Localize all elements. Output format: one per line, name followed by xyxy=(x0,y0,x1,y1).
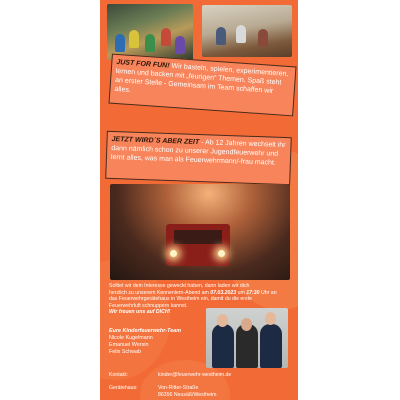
info-box-fun xyxy=(108,54,296,117)
info-box-heading: JETZT WIRD´S ABER ZEIT xyxy=(111,135,200,147)
photo-figure xyxy=(115,34,125,52)
info-box-text: - Ab 12 Jahren wechselt ihr dann nämlich schon zu unserer Jugendfeuerwehr und lernt alles, was man als Feuerwehrmann/-frau macht. xyxy=(110,139,286,167)
invitation-time: 17:30 xyxy=(246,289,260,296)
photo-kids-activity xyxy=(107,4,193,60)
photo-person xyxy=(260,324,282,368)
invitation-closing: Wir freuen uns auf DICH! xyxy=(109,309,171,316)
team-member: Felix Schwab xyxy=(109,349,142,355)
contact-label: Kontakt: xyxy=(109,372,129,378)
photo-figure xyxy=(236,25,246,43)
photo-figure xyxy=(145,34,155,52)
headlight xyxy=(218,250,225,257)
invitation-line: herzlich zu unserem Kennenlern-Abend am 07.03.2023 um 17:30 Uhr an xyxy=(109,289,277,296)
invitation-line: Feuerwehrluft schnuppern kannst. xyxy=(109,302,188,309)
headlight xyxy=(170,250,177,257)
photo-figure xyxy=(216,27,226,45)
photo-figure xyxy=(258,29,268,47)
team-member: Emanuel Wersin xyxy=(109,342,149,348)
photo-figure xyxy=(161,28,171,46)
invitation-line: das Feuerwehrgerätehaus in Westheim ein, damit du die erste xyxy=(109,296,252,303)
contact-email[interactable]: kinder@feuerwehr-westheim.de xyxy=(158,372,232,378)
info-box-time xyxy=(105,131,292,185)
invitation-line: Solltet wir dein Interesse geweckt haben, dann laden wir dich xyxy=(109,283,250,289)
photo-person-head xyxy=(217,314,228,327)
team-member: Nicole Kugelmann xyxy=(109,335,153,341)
photo-fire-truck xyxy=(110,184,290,280)
flyer xyxy=(100,0,298,400)
photo-kids-table xyxy=(202,5,292,57)
info-box-text: Wir basteln, spielen, experimentieren, lernen und backen mit „feurigen“ Themen. Spaß steht an erster Stelle - Gemeinsam im Team schaffen wir alles. xyxy=(114,62,289,95)
invitation-date: 07.03.2023 xyxy=(210,289,237,296)
address-city: 86356 Neusäß/Westheim xyxy=(158,392,217,398)
team-section xyxy=(109,328,181,356)
info-box-heading: JUST FOR FUN! xyxy=(116,58,170,70)
photo-person-head xyxy=(241,318,252,331)
photo-figure xyxy=(129,30,139,48)
team-title: Eure Kinderfeuerwehr-Team xyxy=(109,328,181,334)
photo-figure xyxy=(175,36,185,54)
fire-truck-cab xyxy=(174,230,222,244)
address-street: Von-Ritter-Straße xyxy=(158,385,199,391)
photo-team xyxy=(206,308,288,368)
photo-person xyxy=(212,324,234,368)
photo-person-head xyxy=(265,312,276,325)
address-label: Gerätehaus: xyxy=(109,385,138,391)
